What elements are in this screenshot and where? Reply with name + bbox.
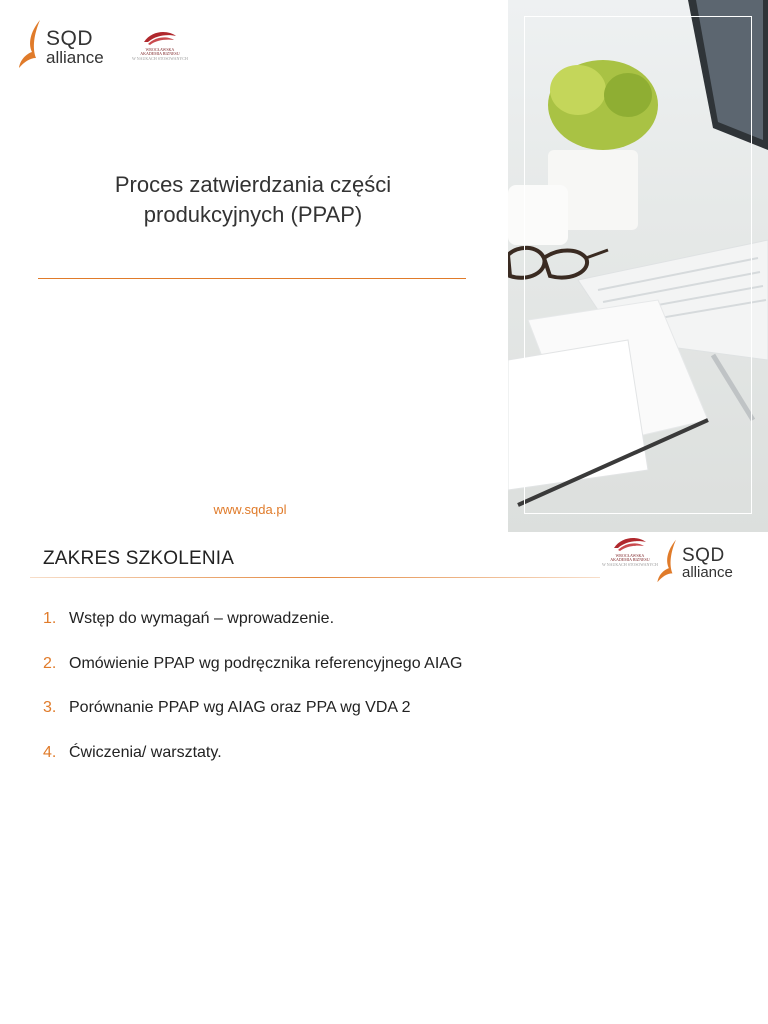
sqd-alliance-logo-small <box>656 538 733 584</box>
wab-wing-icon <box>140 28 180 48</box>
sqd-flame-icon-small <box>656 538 680 584</box>
item-number: 1. <box>43 610 57 627</box>
list-item <box>43 655 462 700</box>
logo-small-sqd-text: SQD <box>682 545 725 566</box>
wab-small-line3: W NAUKACH STOSOWANYCH <box>602 561 658 567</box>
agenda-heading: ZAKRES SZKOLENIA <box>43 548 235 569</box>
website-link[interactable]: www.sqda.pl <box>213 502 287 517</box>
item-number: 3. <box>43 699 57 717</box>
presentation-title <box>38 170 468 230</box>
item-text: Porównanie PPAP wg AIAG oraz PPA wg VDA 2 <box>69 699 411 717</box>
wab-small-line1: WROCŁAWSKA <box>615 553 645 558</box>
title-line-1: Proces zatwierdzania części <box>114 172 392 197</box>
item-number: 4. <box>43 743 57 761</box>
logo-small-alliance-text: alliance <box>682 564 733 581</box>
logo-sqd-text: SQD <box>46 27 94 50</box>
wab-logo-small <box>602 534 658 567</box>
wab-line2: AKADEMIA BIZNESU <box>140 51 180 57</box>
item-text: Ćwiczenia/ warsztaty. <box>69 743 222 761</box>
item-text: Wstęp do wymagań – wprowadzenie. <box>69 610 335 627</box>
photo-frame <box>524 16 752 514</box>
wab-logo <box>132 28 188 61</box>
item-number: 2. <box>43 654 57 672</box>
sqd-flame-icon <box>18 18 44 70</box>
title-line-2: produkcyjnych (PPAP) <box>143 202 363 227</box>
list-item <box>43 744 462 789</box>
agenda-list <box>43 610 462 788</box>
wab-wing-icon-small <box>610 534 650 554</box>
agenda-divider <box>30 577 600 578</box>
list-item <box>43 610 462 655</box>
wab-line3: W NAUKACH STOSOWANYCH <box>132 55 188 61</box>
agenda-slide <box>0 532 768 1024</box>
wab-line1: WROCŁAWSKA <box>145 47 175 52</box>
logo-alliance-text: alliance <box>46 48 104 67</box>
wab-small-line2: AKADEMIA BIZNESU <box>610 557 650 563</box>
item-text: Omówienie PPAP wg podręcznika referencyjnego AIAG <box>69 654 463 672</box>
title-divider <box>38 278 466 279</box>
list-item <box>43 699 462 744</box>
sqd-alliance-logo <box>18 18 104 70</box>
